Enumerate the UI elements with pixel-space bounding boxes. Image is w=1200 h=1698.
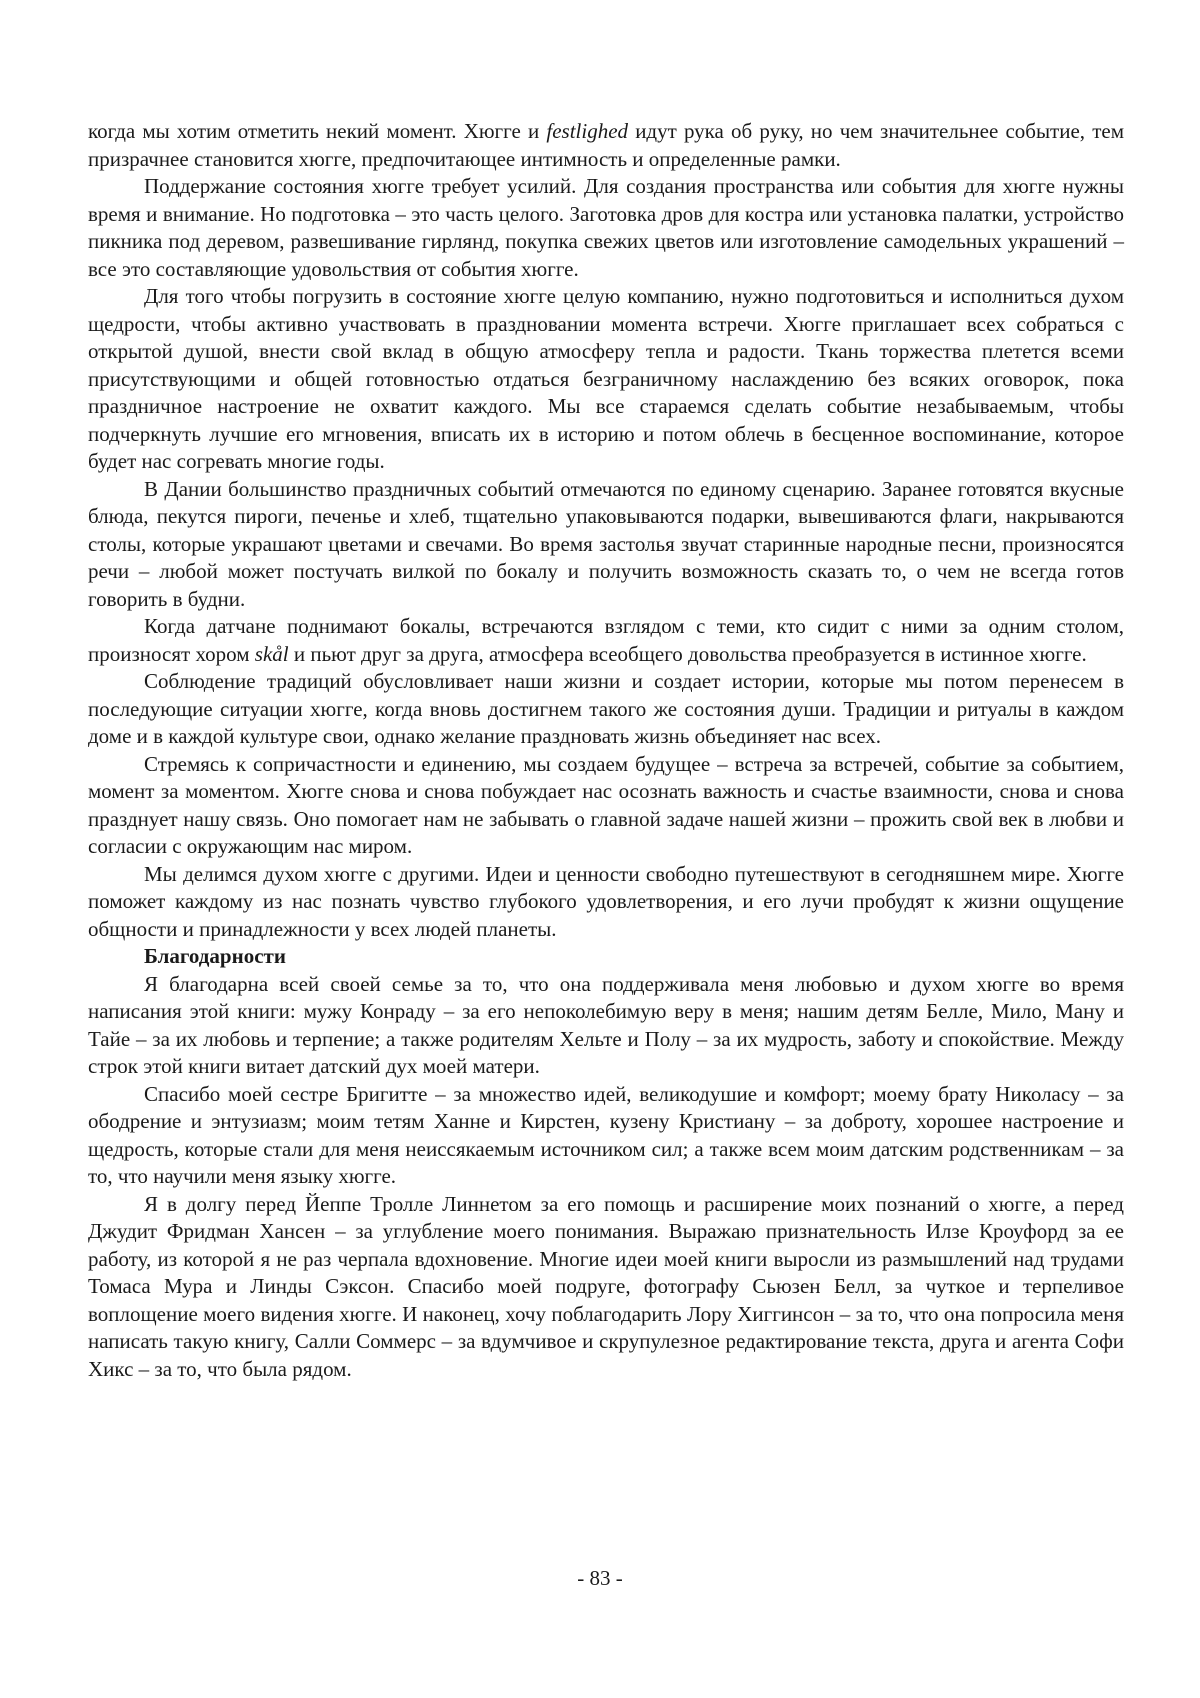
italic-term: skål bbox=[254, 641, 289, 666]
text-run: и пьют друг за друга, атмосфера всеобщего довольства преобразуется в истинное хюгге. bbox=[288, 641, 1087, 666]
paragraph: Поддержание состояния хюгге требует усилий. Для создания пространства или события для хюгге нужны время и внимание. Но подготовка – это часть целого. Заготовка дров для костра или установка палатки, устройство пикника под деревом, развешивание гирлянд, покупка свежих цветов или изготовление самодельных украшений – все это составляющие удовольствия от события хюгге. bbox=[88, 174, 1124, 281]
text-run: когда мы хотим отметить некий момент. Хюгге и bbox=[88, 119, 547, 143]
paragraph: Мы делимся духом хюгге с другими. Идеи и ценности свободно путешествуют в сегодняшнем мире. Хюгге поможет каждому из нас познать чувство глубокого удовлетворения, и его лучи пробудят к жизни ощущение общности и принадлежности у всех людей планеты. bbox=[88, 861, 1124, 941]
text-run: Когда датчане поднимают бокалы, встречаются взглядом с теми, кто сидит с ними за одним столом, произносят хором bbox=[88, 614, 1124, 666]
section-heading: Благодарности bbox=[144, 944, 286, 968]
paragraph: Соблюдение традиций обусловливает наши жизни и создает истории, которые мы потом перенесем в последующие ситуации хюгге, когда вновь достигнем такого же состояния души. Традиции и ритуалы в каждом доме и в каждой культуре свои, однако желание праздновать жизнь объединяет нас всех. bbox=[88, 669, 1124, 748]
text-body bbox=[88, 118, 1124, 1383]
paragraph: Для того чтобы погрузить в состояние хюгге целую компанию, нужно подготовиться и исполниться духом щедрости, чтобы активно участвовать в праздновании момента встречи. Хюгге приглашает всех собраться с открытой душой, внести свой вклад в общую атмосферу тепла и радости. Ткань торжества плетется всеми присутствующими и общей готовностью отдаться безграничному наслаждению без всяких оговорок, пока праздничное настроение не охватит каждого. Мы все стараемся сделать событие незабываемым, чтобы подчеркнуть лучшие его мгновения, вписать их в историю и потом облечь в бесценное воспоминание, которое будет нас согревать многие годы. bbox=[88, 284, 1124, 473]
paragraph bbox=[88, 613, 1124, 668]
italic-term: festlighed bbox=[546, 119, 629, 143]
page-number: - 83 - bbox=[577, 1566, 623, 1590]
paragraph: Спасибо моей сестре Бригитте – за множество идей, великодушие и комфорт; моему брату Николасу – за ободрение и энтузиазм; моим тетям Ханне и Кирстен, кузену Кристиану – за доброту, хорошее настроение и щедрость, которые стали для меня неиссякаемым источником сил; а также всем моим датским родственникам – за то, что научили меня языку хюгге. bbox=[88, 1081, 1124, 1188]
paragraph-continued bbox=[88, 118, 1124, 173]
paragraph: Стремясь к сопричастности и единению, мы создаем будущее – встреча за встречей, событие за событием, момент за моментом. Хюгге снова и снова побуждает нас осознать важность и счастье взаимности, снова и снова празднует нашу связь. Оно помогает нам не забывать о главной задаче нашей жизни – прожить свой век в любви и согласии с окружающим нас миром. bbox=[88, 751, 1124, 858]
paragraph: В Дании большинство праздничных событий отмечаются по единому сценарию. Заранее готовятся вкусные блюда, пекутся пироги, печенье и хлеб, тщательно упаковываются подарки, вывешиваются флаги, накрываются столы, которые украшают цветами и свечами. Во время застолья звучат старинные народные песни, произносятся речи – любой может постучать вилкой по бокалу и получить возможность сказать то, о чем не всегда готов говорить в будни. bbox=[88, 476, 1124, 611]
paragraph: Я благодарна всей своей семье за то, что она поддерживала меня любовью и духом хюгге во время написания этой книги: мужу Конраду – за его непоколебимую веру в меня; нашим детям Белле, Мило, Ману и Тайе – за их любовь и терпение; а также родителям Хельте и Полу – за их мудрость, заботу и спокойствие. Между строк этой книги витает датский дух моей матери. bbox=[88, 971, 1124, 1078]
text-run: идут рука об руку, но чем значительнее событие, тем призрачнее становится хюгге, предпочитающее интимность и определенные рамки. bbox=[88, 119, 1124, 171]
paragraph: Я в долгу перед Йеппе Тролле Линнетом за его помощь и расширение моих познаний о хюгге, а перед Джудит Фридман Хансен – за углубление моего понимания. Выражаю признательность Илзе Кроуфорд за ее работу, из которой я не раз черпала вдохновение. Многие идеи моей книги выросли из размышлений над трудами Томаса Мура и Линды Сэксон. Спасибо моей подруге, фотографу Сьюзен Белл, за чуткое и терпеливое воплощение моего видения хюгге. И наконец, хочу поблагодарить Лору Хиггинсон – за то, что она попросила меня написать такую книгу, Салли Соммерс – за вдумчивое и скрупулезное редактирование текста, друга и агента Софи Хикс – за то, что была рядом. bbox=[88, 1191, 1124, 1381]
